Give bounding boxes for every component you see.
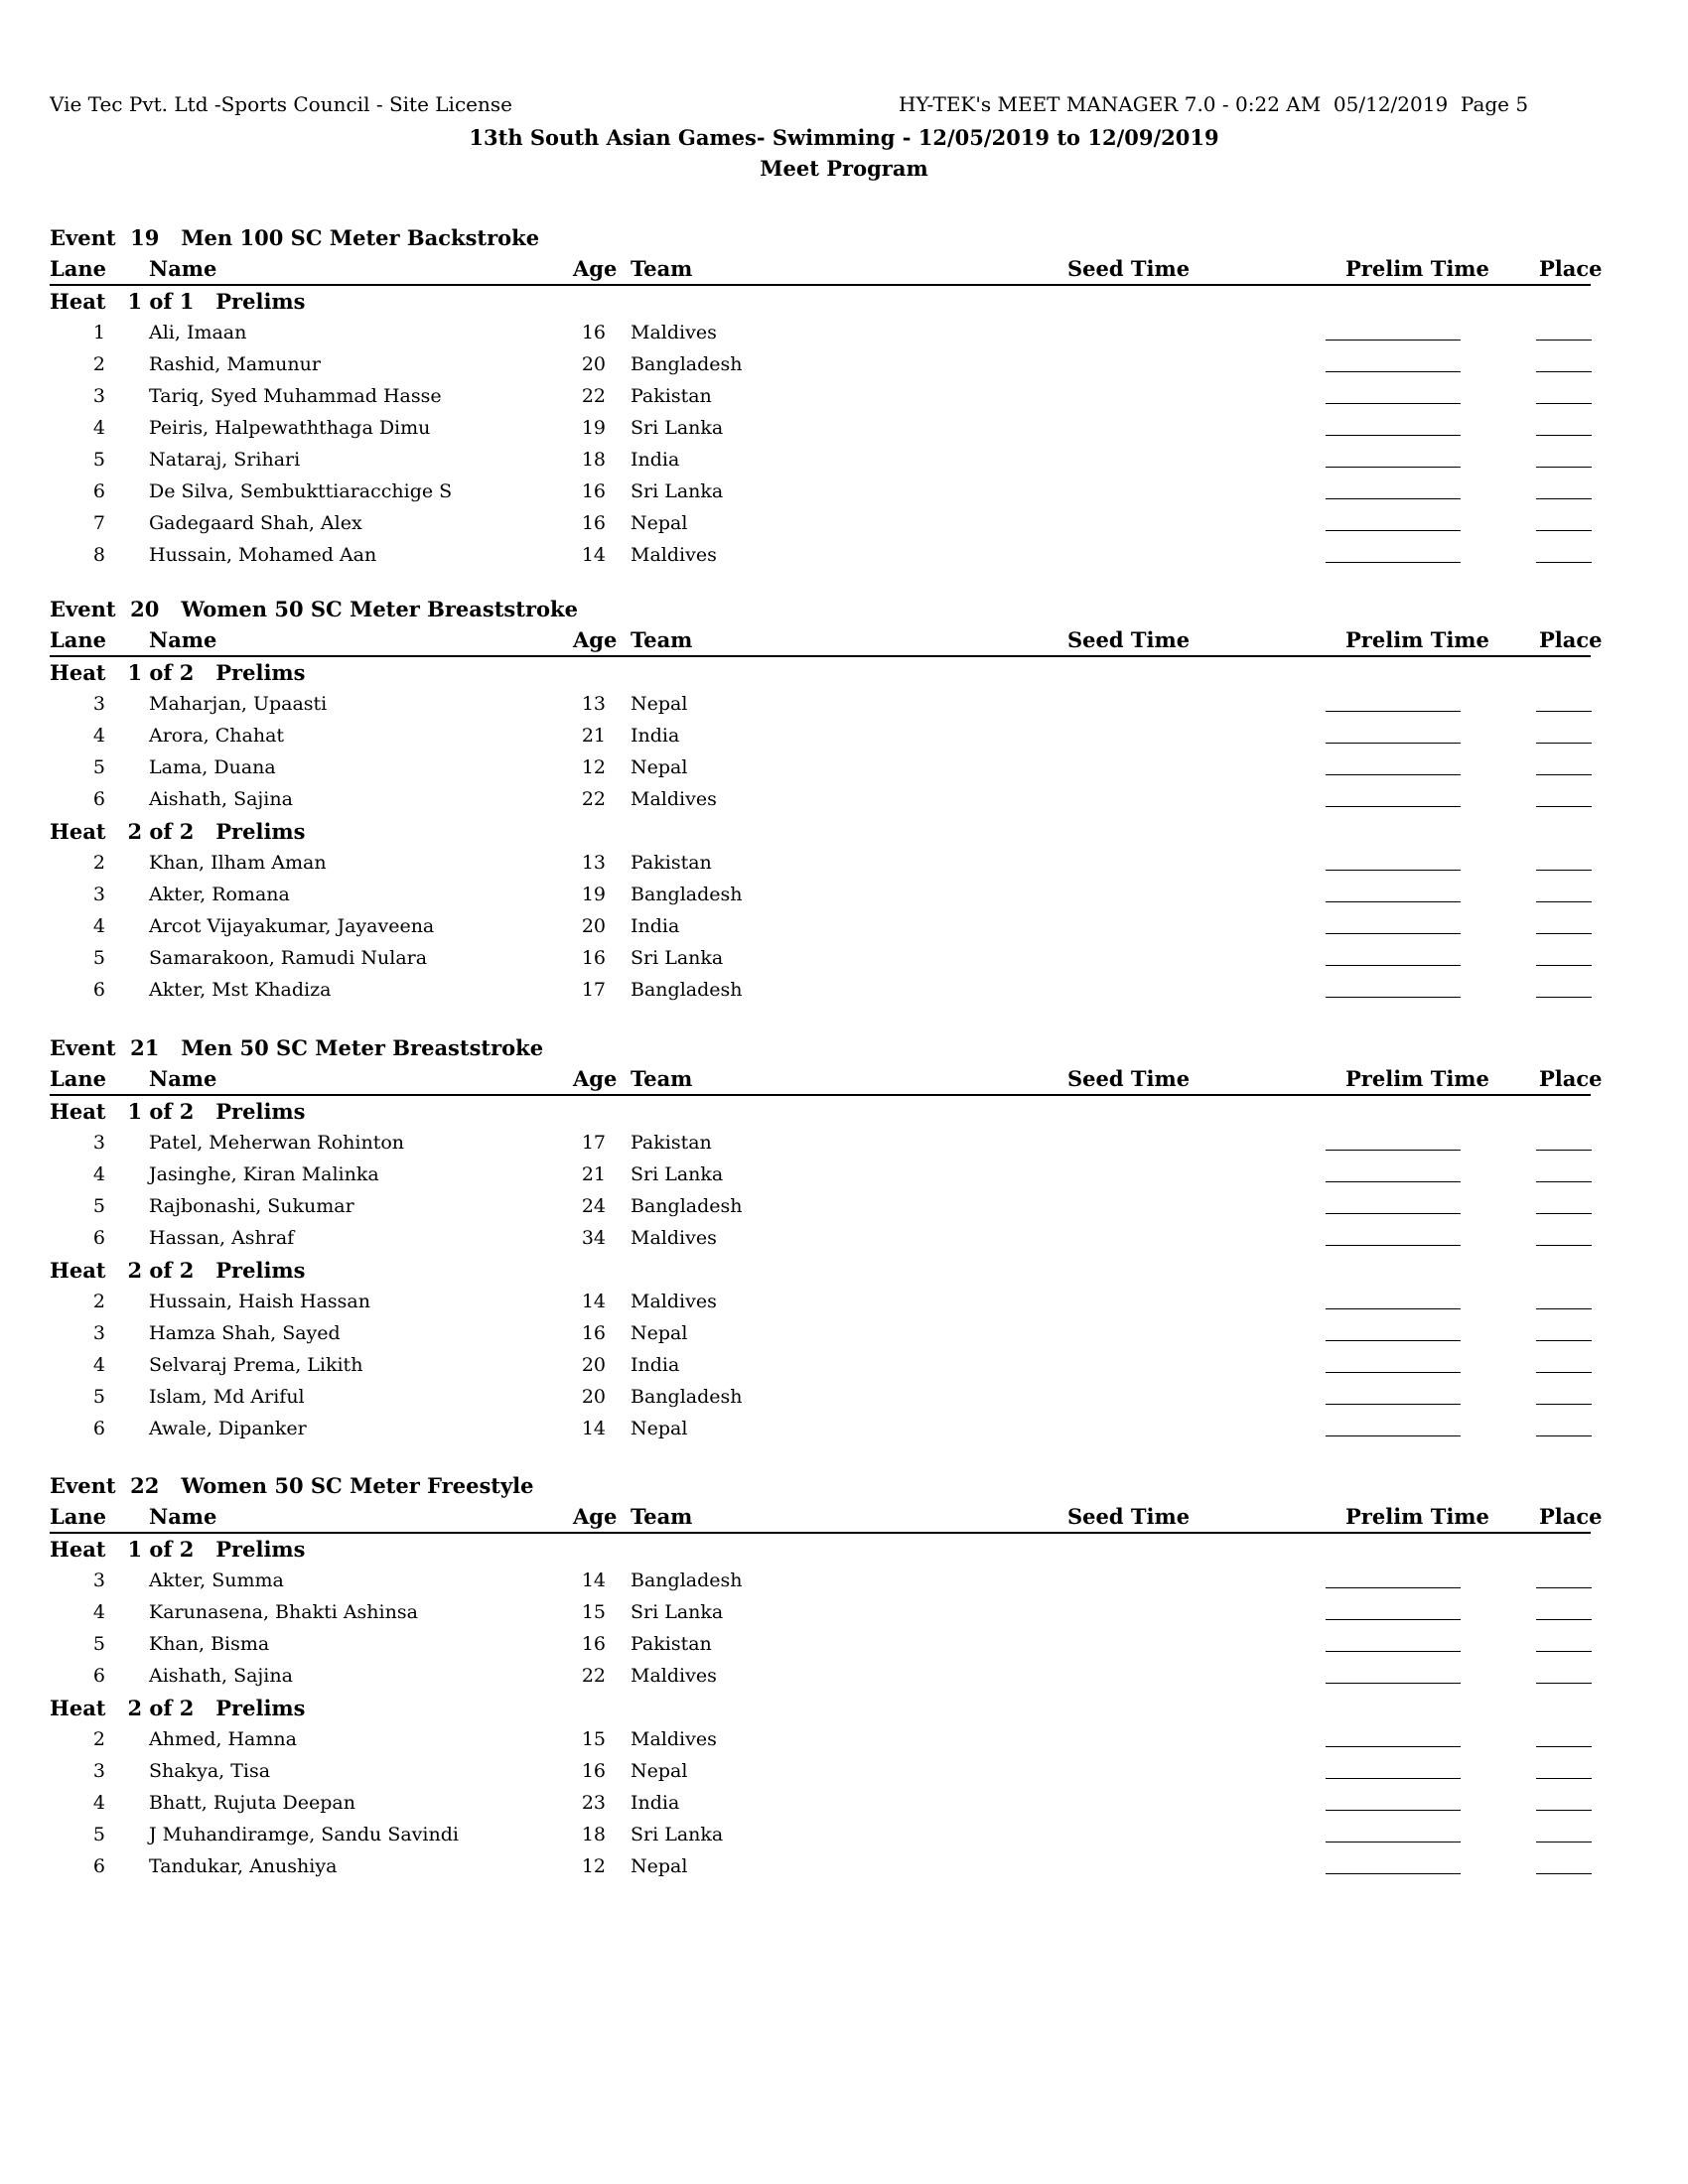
age: 20 — [581, 353, 606, 375]
col-name: Name — [149, 1504, 217, 1529]
lane: 5 — [92, 1824, 105, 1845]
place-blank — [1536, 1619, 1592, 1620]
team: Maldives — [631, 1728, 717, 1750]
swimmer-name: Ali, Imaan — [149, 322, 247, 343]
heat-label: Heat 2 of 2 Prelims — [50, 1696, 306, 1720]
prelim-time-blank — [1326, 870, 1461, 871]
col-lane: Lane — [50, 627, 107, 652]
prelim-time-blank — [1326, 933, 1461, 934]
swimmer-name: Aishath, Sajina — [149, 1665, 293, 1687]
col-seed-time: Seed Time — [1067, 627, 1191, 652]
place-blank — [1536, 1404, 1592, 1405]
place-blank — [1536, 1746, 1592, 1747]
place-blank — [1536, 901, 1592, 902]
age: 16 — [581, 1633, 606, 1655]
entry-row — [50, 318, 1591, 349]
lane: 4 — [92, 725, 105, 747]
swimmer-name: Shakya, Tisa — [149, 1760, 271, 1782]
place-blank — [1536, 530, 1592, 531]
prelim-time-blank — [1326, 498, 1461, 499]
entry-row — [50, 1788, 1591, 1820]
place-blank — [1536, 965, 1592, 966]
col-lane: Lane — [50, 256, 107, 281]
age: 13 — [581, 693, 606, 715]
heat-label: Heat 1 of 2 Prelims — [50, 660, 306, 685]
age: 13 — [581, 852, 606, 874]
age: 17 — [581, 1132, 606, 1154]
place-blank — [1536, 340, 1592, 341]
entry-row — [50, 689, 1591, 721]
prelim-time-blank — [1326, 965, 1461, 966]
heat-label: Heat 2 of 2 Prelims — [50, 819, 306, 844]
team: Maldives — [631, 1291, 717, 1312]
age: 23 — [581, 1792, 606, 1814]
age: 17 — [581, 979, 606, 1001]
age: 12 — [581, 1855, 606, 1877]
lane: 4 — [92, 1163, 105, 1185]
place-blank — [1536, 1873, 1592, 1874]
age: 20 — [581, 1386, 606, 1408]
swimmer-name: Samarakoon, Ramudi Nulara — [149, 947, 428, 969]
entry-row — [50, 721, 1591, 752]
col-prelim-time: Prelim Time — [1345, 627, 1489, 652]
prelim-time-blank — [1326, 1842, 1461, 1843]
swimmer-name: Hussain, Haish Hassan — [149, 1291, 370, 1312]
entry-row — [50, 1566, 1591, 1597]
team: Bangladesh — [631, 884, 743, 905]
entry-row — [50, 1756, 1591, 1788]
lane: 2 — [92, 1291, 105, 1312]
lane: 6 — [92, 1665, 105, 1687]
entry-row — [50, 1191, 1591, 1223]
prelim-time-blank — [1326, 403, 1461, 404]
col-age: Age — [573, 256, 618, 281]
col-place: Place — [1539, 256, 1603, 281]
col-seed-time: Seed Time — [1067, 1504, 1191, 1529]
place-blank — [1536, 1181, 1592, 1182]
team: India — [631, 725, 680, 747]
place-blank — [1536, 806, 1592, 807]
meet-title: 13th South Asian Games- Swimming - 12/05/2019 to 12/09/2019 — [469, 125, 1219, 150]
entry-row — [50, 752, 1591, 784]
age: 15 — [581, 1728, 606, 1750]
swimmer-name: Hassan, Ashraf — [149, 1227, 295, 1249]
prelim-time-blank — [1326, 1372, 1461, 1373]
prelim-time-blank — [1326, 743, 1461, 744]
prelim-time-blank — [1326, 467, 1461, 468]
entry-row — [50, 1160, 1591, 1191]
col-prelim-time: Prelim Time — [1345, 1504, 1489, 1529]
prelim-time-blank — [1326, 1213, 1461, 1214]
col-name: Name — [149, 627, 217, 652]
event-block — [50, 222, 1603, 572]
age: 21 — [581, 725, 606, 747]
lane: 3 — [92, 1132, 105, 1154]
prelim-time-blank — [1326, 1404, 1461, 1405]
column-header-row — [50, 254, 1603, 286]
team: Pakistan — [631, 1132, 712, 1154]
prelim-time-blank — [1326, 371, 1461, 372]
place-blank — [1536, 870, 1592, 871]
swimmer-name: Patel, Meherwan Rohinton — [149, 1132, 405, 1154]
column-header-row — [50, 1502, 1603, 1534]
swimmer-name: Ahmed, Hamna — [149, 1728, 297, 1750]
prelim-time-blank — [1326, 1873, 1461, 1874]
prelim-time-blank — [1326, 1181, 1461, 1182]
lane: 3 — [92, 693, 105, 715]
lane: 4 — [92, 1601, 105, 1623]
col-team: Team — [631, 256, 693, 281]
entry-row — [50, 1382, 1591, 1414]
entry-row — [50, 1350, 1591, 1382]
lane: 7 — [92, 512, 105, 534]
team: Sri Lanka — [631, 417, 724, 439]
prelim-time-blank — [1326, 806, 1461, 807]
column-header-row — [50, 625, 1603, 657]
swimmer-name: Arora, Chahat — [149, 725, 285, 747]
swimmer-name: Rajbonashi, Sukumar — [149, 1195, 354, 1217]
age: 19 — [581, 417, 606, 439]
team: Bangladesh — [631, 1386, 743, 1408]
age: 16 — [581, 322, 606, 343]
col-team: Team — [631, 1504, 693, 1529]
team: Maldives — [631, 1665, 717, 1687]
place-blank — [1536, 1778, 1592, 1779]
team: India — [631, 449, 680, 471]
lane: 6 — [92, 480, 105, 502]
lane: 3 — [92, 1570, 105, 1591]
prelim-time-blank — [1326, 774, 1461, 775]
swimmer-name: Hussain, Mohamed Aan — [149, 544, 377, 566]
col-lane: Lane — [50, 1504, 107, 1529]
prelim-time-blank — [1326, 562, 1461, 563]
team: Sri Lanka — [631, 947, 724, 969]
team: Nepal — [631, 1760, 688, 1782]
swimmer-name: Bhatt, Rujuta Deepan — [149, 1792, 355, 1814]
entry-row — [50, 1128, 1591, 1160]
swimmer-name: Arcot Vijayakumar, Jayaveena — [149, 915, 435, 937]
age: 18 — [581, 1824, 606, 1845]
place-blank — [1536, 1810, 1592, 1811]
lane: 2 — [92, 852, 105, 874]
entry-row — [50, 784, 1591, 816]
age: 15 — [581, 1601, 606, 1623]
team: Nepal — [631, 512, 688, 534]
place-blank — [1536, 743, 1592, 744]
prelim-time-blank — [1326, 1245, 1461, 1246]
heat-label: Heat 1 of 2 Prelims — [50, 1099, 306, 1124]
team: Sri Lanka — [631, 1824, 724, 1845]
col-place: Place — [1539, 1066, 1603, 1091]
lane: 4 — [92, 417, 105, 439]
team: Nepal — [631, 1418, 688, 1439]
entry-row — [50, 880, 1591, 911]
place-blank — [1536, 997, 1592, 998]
col-age: Age — [573, 1504, 618, 1529]
swimmer-name: Akter, Summa — [149, 1570, 284, 1591]
lane: 3 — [92, 1760, 105, 1782]
place-blank — [1536, 1213, 1592, 1214]
entry-row — [50, 848, 1591, 880]
prelim-time-blank — [1326, 1619, 1461, 1620]
col-prelim-time: Prelim Time — [1345, 1066, 1489, 1091]
swimmer-name: Jasinghe, Kiran Malinka — [149, 1163, 379, 1185]
prelim-time-blank — [1326, 1587, 1461, 1588]
team: Nepal — [631, 693, 688, 715]
lane: 4 — [92, 915, 105, 937]
age: 22 — [581, 788, 606, 810]
swimmer-name: Hamza Shah, Sayed — [149, 1322, 341, 1344]
team: Nepal — [631, 1855, 688, 1877]
event-title: Event 21 Men 50 SC Meter Breaststroke — [50, 1035, 544, 1060]
age: 14 — [581, 1291, 606, 1312]
age: 24 — [581, 1195, 606, 1217]
entry-row — [50, 349, 1591, 381]
entry-row — [50, 413, 1591, 445]
place-blank — [1536, 711, 1592, 712]
lane: 6 — [92, 979, 105, 1001]
swimmer-name: De Silva, Sembukttiaracchige S — [149, 480, 453, 502]
place-blank — [1536, 371, 1592, 372]
col-place: Place — [1539, 1504, 1603, 1529]
swimmer-name: Aishath, Sajina — [149, 788, 293, 810]
heat-label: Heat 1 of 2 Prelims — [50, 1537, 306, 1562]
prelim-time-blank — [1326, 1746, 1461, 1747]
place-blank — [1536, 1842, 1592, 1843]
license-header: Vie Tec Pvt. Ltd -Sports Council - Site License — [50, 92, 512, 116]
prelim-time-blank — [1326, 1683, 1461, 1684]
swimmer-name: Karunasena, Bhakti Ashinsa — [149, 1601, 418, 1623]
team: India — [631, 915, 680, 937]
place-blank — [1536, 1587, 1592, 1588]
age: 12 — [581, 756, 606, 778]
team: Pakistan — [631, 852, 712, 874]
age: 16 — [581, 480, 606, 502]
place-blank — [1536, 467, 1592, 468]
place-blank — [1536, 498, 1592, 499]
age: 16 — [581, 947, 606, 969]
prelim-time-blank — [1326, 1308, 1461, 1309]
prelim-time-blank — [1326, 901, 1461, 902]
team: Maldives — [631, 788, 717, 810]
prelim-time-blank — [1326, 1810, 1461, 1811]
swimmer-name: Nataraj, Srihari — [149, 449, 301, 471]
team: Bangladesh — [631, 1570, 743, 1591]
entry-row — [50, 975, 1591, 1007]
team: India — [631, 1354, 680, 1376]
swimmer-name: Akter, Mst Khadiza — [149, 979, 332, 1001]
place-blank — [1536, 933, 1592, 934]
swimmer-name: Islam, Md Ariful — [149, 1386, 305, 1408]
team: Maldives — [631, 1227, 717, 1249]
age: 18 — [581, 449, 606, 471]
entry-row — [50, 943, 1591, 975]
place-blank — [1536, 435, 1592, 436]
age: 14 — [581, 1570, 606, 1591]
age: 34 — [581, 1227, 606, 1249]
event-title: Event 22 Women 50 SC Meter Freestyle — [50, 1473, 534, 1498]
swimmer-name: Selvaraj Prema, Likith — [149, 1354, 363, 1376]
heat-label: Heat 1 of 1 Prelims — [50, 289, 306, 314]
heat-label: Heat 2 of 2 Prelims — [50, 1258, 306, 1283]
place-blank — [1536, 1435, 1592, 1436]
team: Nepal — [631, 756, 688, 778]
entry-row — [50, 1661, 1591, 1693]
place-blank — [1536, 1651, 1592, 1652]
event-title: Event 19 Men 100 SC Meter Backstroke — [50, 225, 540, 250]
col-prelim-time: Prelim Time — [1345, 256, 1489, 281]
lane: 3 — [92, 884, 105, 905]
col-team: Team — [631, 1066, 693, 1091]
age: 22 — [581, 385, 606, 407]
team: Bangladesh — [631, 1195, 743, 1217]
lane: 6 — [92, 1227, 105, 1249]
swimmer-name: Maharjan, Upaasti — [149, 693, 328, 715]
team: Pakistan — [631, 1633, 712, 1655]
place-blank — [1536, 1245, 1592, 1246]
place-blank — [1536, 1340, 1592, 1341]
place-blank — [1536, 1308, 1592, 1309]
col-place: Place — [1539, 627, 1603, 652]
col-team: Team — [631, 627, 693, 652]
lane: 2 — [92, 1728, 105, 1750]
entry-row — [50, 540, 1591, 572]
place-blank — [1536, 1372, 1592, 1373]
col-name: Name — [149, 256, 217, 281]
swimmer-name: Awale, Dipanker — [149, 1418, 307, 1439]
age: 20 — [581, 915, 606, 937]
swimmer-name: J Muhandiramge, Sandu Savindi — [149, 1824, 459, 1845]
entry-row — [50, 1223, 1591, 1255]
entry-row — [50, 1629, 1591, 1661]
age: 16 — [581, 512, 606, 534]
place-blank — [1536, 1150, 1592, 1151]
swimmer-name: Khan, Ilham Aman — [149, 852, 327, 874]
col-age: Age — [573, 1066, 618, 1091]
prelim-time-blank — [1326, 711, 1461, 712]
entry-row — [50, 381, 1591, 413]
age: 22 — [581, 1665, 606, 1687]
team: Sri Lanka — [631, 1601, 724, 1623]
entry-row — [50, 1851, 1591, 1883]
lane: 5 — [92, 947, 105, 969]
event-block — [50, 1470, 1603, 1883]
entry-row — [50, 1287, 1591, 1318]
event-block — [50, 1032, 1603, 1445]
meet-subtitle: Meet Program — [760, 156, 928, 181]
lane: 5 — [92, 1386, 105, 1408]
swimmer-name: Tariq, Syed Muhammad Hasse — [149, 385, 442, 407]
prelim-time-blank — [1326, 1778, 1461, 1779]
swimmer-name: Akter, Romana — [149, 884, 290, 905]
entry-row — [50, 1318, 1591, 1350]
team: Pakistan — [631, 385, 712, 407]
swimmer-name: Peiris, Halpewaththaga Dimu — [149, 417, 431, 439]
entry-row — [50, 1597, 1591, 1629]
lane: 5 — [92, 449, 105, 471]
lane: 1 — [92, 322, 105, 343]
prelim-time-blank — [1326, 435, 1461, 436]
entry-row — [50, 477, 1591, 508]
lane: 3 — [92, 1322, 105, 1344]
team: Sri Lanka — [631, 1163, 724, 1185]
swimmer-name: Gadegaard Shah, Alex — [149, 512, 362, 534]
swimmer-name: Rashid, Mamunur — [149, 353, 321, 375]
prelim-time-blank — [1326, 1435, 1461, 1436]
team: Bangladesh — [631, 353, 743, 375]
lane: 3 — [92, 385, 105, 407]
lane: 5 — [92, 756, 105, 778]
team: Maldives — [631, 322, 717, 343]
event-block — [50, 594, 1603, 1007]
prelim-time-blank — [1326, 530, 1461, 531]
event-title: Event 20 Women 50 SC Meter Breaststroke — [50, 597, 578, 621]
age: 19 — [581, 884, 606, 905]
software-header: HY-TEK's MEET MANAGER 7.0 - 0:22 AM 05/12/2019 Page 5 — [899, 92, 1529, 116]
prelim-time-blank — [1326, 1150, 1461, 1151]
team: Bangladesh — [631, 979, 743, 1001]
lane: 5 — [92, 1195, 105, 1217]
entry-row — [50, 1820, 1591, 1851]
age: 16 — [581, 1322, 606, 1344]
age: 14 — [581, 544, 606, 566]
col-age: Age — [573, 627, 618, 652]
team: Sri Lanka — [631, 480, 724, 502]
place-blank — [1536, 774, 1592, 775]
age: 14 — [581, 1418, 606, 1439]
lane: 6 — [92, 1855, 105, 1877]
entry-row — [50, 508, 1591, 540]
team: India — [631, 1792, 680, 1814]
col-seed-time: Seed Time — [1067, 1066, 1191, 1091]
entry-row — [50, 1414, 1591, 1445]
team: Maldives — [631, 544, 717, 566]
lane: 6 — [92, 1418, 105, 1439]
lane: 2 — [92, 353, 105, 375]
age: 21 — [581, 1163, 606, 1185]
age: 16 — [581, 1760, 606, 1782]
swimmer-name: Lama, Duana — [149, 756, 276, 778]
lane: 8 — [92, 544, 105, 566]
place-blank — [1536, 562, 1592, 563]
prelim-time-blank — [1326, 1340, 1461, 1341]
col-seed-time: Seed Time — [1067, 256, 1191, 281]
column-header-row — [50, 1064, 1603, 1096]
col-lane: Lane — [50, 1066, 107, 1091]
prelim-time-blank — [1326, 1651, 1461, 1652]
lane: 6 — [92, 788, 105, 810]
lane: 4 — [92, 1792, 105, 1814]
place-blank — [1536, 1683, 1592, 1684]
swimmer-name: Khan, Bisma — [149, 1633, 270, 1655]
prelim-time-blank — [1326, 997, 1461, 998]
entry-row — [50, 1724, 1591, 1756]
team: Nepal — [631, 1322, 688, 1344]
lane: 4 — [92, 1354, 105, 1376]
prelim-time-blank — [1326, 340, 1461, 341]
age: 20 — [581, 1354, 606, 1376]
lane: 5 — [92, 1633, 105, 1655]
swimmer-name: Tandukar, Anushiya — [149, 1855, 338, 1877]
col-name: Name — [149, 1066, 217, 1091]
entry-row — [50, 445, 1591, 477]
entry-row — [50, 911, 1591, 943]
place-blank — [1536, 403, 1592, 404]
